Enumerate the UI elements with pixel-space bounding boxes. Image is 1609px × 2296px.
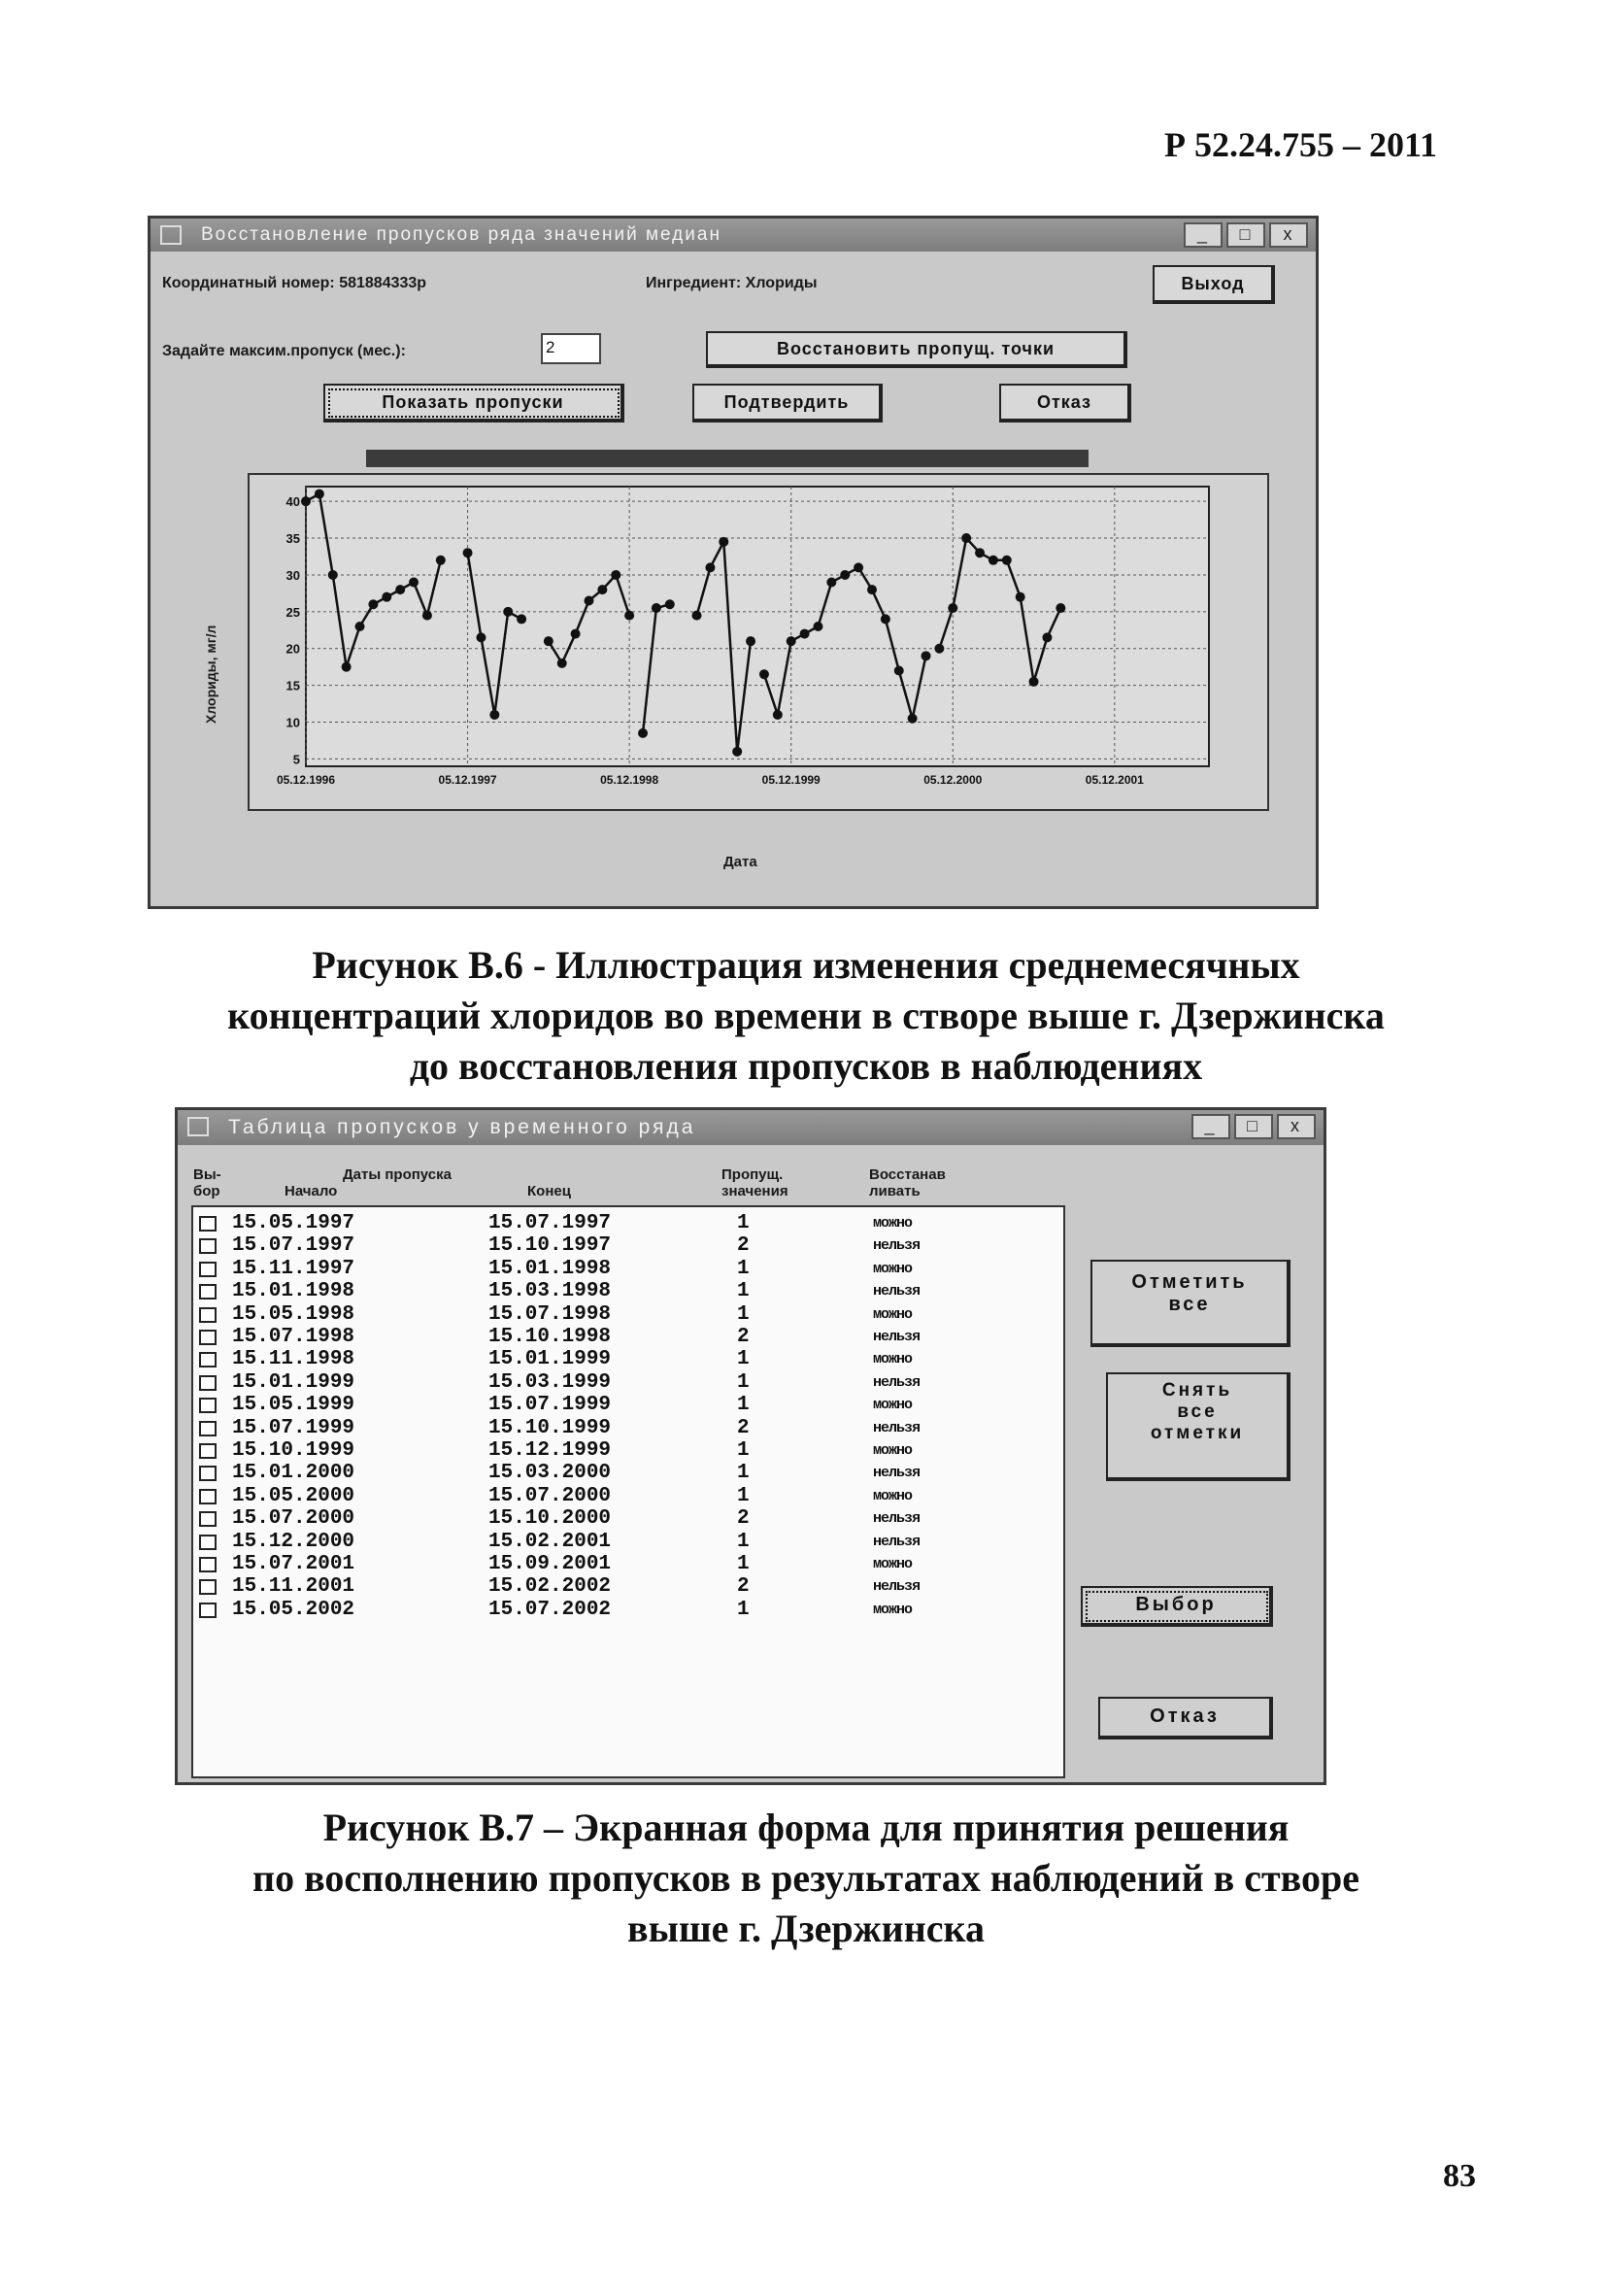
gap-count: 2 xyxy=(737,1575,750,1599)
data-point xyxy=(557,658,567,668)
restore-status: нельзя xyxy=(873,1237,921,1255)
gaps-table-window xyxy=(175,1107,1326,1785)
restore-status: можно xyxy=(873,1305,913,1323)
header-line: Вы- xyxy=(193,1166,221,1183)
data-point xyxy=(624,611,634,621)
cancel-button[interactable]: Отказ xyxy=(1098,1697,1273,1739)
caption-line: Рисунок В.7 – Экранная форма для принятия решения xyxy=(322,1806,1290,1849)
gap-count: 1 xyxy=(737,1280,750,1303)
gap-end-date: 15.12.1999 xyxy=(488,1439,612,1462)
y-tick-label: 40 xyxy=(285,494,300,510)
table-row[interactable] xyxy=(193,1486,1048,1507)
app-icon xyxy=(187,1117,209,1136)
data-point xyxy=(652,603,661,613)
data-point xyxy=(571,629,581,639)
gap-count: 2 xyxy=(737,1234,750,1258)
gap-start-date: 15.07.2001 xyxy=(232,1553,355,1575)
table-row[interactable] xyxy=(193,1532,1048,1553)
plot-area xyxy=(306,487,1209,766)
mark-all-button[interactable] xyxy=(1090,1260,1291,1347)
table-row[interactable] xyxy=(193,1463,1048,1484)
data-point xyxy=(961,533,971,543)
unmark-all-button[interactable] xyxy=(1106,1372,1291,1481)
data-point xyxy=(489,710,499,720)
gap-start-date: 15.05.1998 xyxy=(232,1302,355,1326)
restore-status: нельзя xyxy=(873,1533,921,1550)
x-tick-label: 05.12.1997 xyxy=(438,773,497,787)
document-code: Р 52.24.755 – 2011 xyxy=(1163,125,1437,164)
data-point xyxy=(934,644,944,654)
button-line: отметки xyxy=(1150,1423,1245,1443)
restore-status: можно xyxy=(873,1556,913,1572)
gap-end-date: 15.07.2002 xyxy=(488,1598,612,1621)
data-point xyxy=(732,747,742,757)
y-tick-label: 25 xyxy=(285,604,300,620)
gap-end-date: 15.10.1998 xyxy=(488,1326,612,1348)
data-point xyxy=(1029,677,1039,687)
row-checkbox[interactable] xyxy=(199,1466,217,1481)
data-point xyxy=(787,636,796,646)
gap-start-date: 15.01.1998 xyxy=(232,1280,355,1303)
window-title: Таблица пропусков у временного ряда xyxy=(228,1116,696,1138)
x-tick-label: 05.12.2001 xyxy=(1085,773,1144,787)
row-checkbox[interactable] xyxy=(199,1307,217,1323)
row-checkbox[interactable] xyxy=(199,1352,217,1367)
table-row[interactable] xyxy=(193,1554,1048,1575)
table-row[interactable] xyxy=(193,1600,1048,1621)
data-point xyxy=(746,636,755,646)
window-title: Восстановление пропусков ряда значений медиан xyxy=(201,224,721,245)
data-point xyxy=(436,556,446,565)
caption-line: концентраций хлоридов во времени в створе выше г. Дзержинска xyxy=(227,994,1385,1037)
gap-count: 1 xyxy=(737,1212,750,1234)
data-point xyxy=(826,578,836,588)
show-gaps-button[interactable]: Показать пропуски xyxy=(323,384,624,422)
gaps-list[interactable] xyxy=(191,1205,1065,1778)
row-checkbox[interactable] xyxy=(199,1284,217,1300)
gap-count: 1 xyxy=(737,1348,750,1371)
gap-count: 1 xyxy=(737,1484,750,1507)
restore-status: нельзя xyxy=(873,1419,921,1436)
data-point xyxy=(611,570,620,580)
x-tick-label: 05.12.1999 xyxy=(761,773,821,787)
button-line: все xyxy=(1168,1294,1211,1315)
data-point xyxy=(881,614,890,624)
table-row[interactable] xyxy=(193,1281,1048,1302)
data-point xyxy=(422,611,432,621)
data-point xyxy=(705,562,715,572)
gap-count: 1 xyxy=(737,1530,750,1553)
restore-points-button[interactable]: Восстановить пропущ. точки xyxy=(706,331,1127,368)
restore-status: нельзя xyxy=(873,1373,921,1391)
col-dates-header: Даты пропуска xyxy=(343,1166,452,1183)
y-tick-label: 20 xyxy=(285,641,300,657)
restore-status: нельзя xyxy=(873,1283,921,1300)
gap-start-date: 15.05.1997 xyxy=(232,1212,355,1234)
gap-end-date: 15.09.2001 xyxy=(488,1553,612,1575)
table-row[interactable] xyxy=(193,1259,1048,1280)
gap-count: 1 xyxy=(737,1394,750,1417)
restore-status: нельзя xyxy=(873,1329,921,1345)
coord-number-label: Координатный номер: 581884333р xyxy=(162,275,427,291)
gap-start-date: 15.05.2002 xyxy=(232,1598,355,1621)
y-tick-label: 10 xyxy=(285,715,300,730)
header-line: бор xyxy=(193,1183,220,1199)
window-title-bar[interactable] xyxy=(151,219,1316,252)
gap-end-date: 15.07.1998 xyxy=(488,1302,612,1326)
figure-b7-caption xyxy=(117,1803,1495,1954)
header-line: ливать xyxy=(869,1183,921,1199)
col-count-header xyxy=(721,1166,788,1199)
table-row[interactable] xyxy=(193,1418,1048,1439)
gap-count: 2 xyxy=(737,1507,750,1531)
x-tick-label: 05.12.1996 xyxy=(276,773,336,787)
data-point xyxy=(517,614,526,624)
row-checkbox[interactable] xyxy=(199,1262,217,1277)
maximize-button[interactable]: □ xyxy=(1234,1114,1273,1139)
select-button[interactable]: Выбор xyxy=(1081,1586,1273,1627)
restore-status: можно xyxy=(873,1351,913,1368)
close-button[interactable]: x xyxy=(1277,1114,1316,1139)
data-point xyxy=(975,548,985,557)
data-point xyxy=(301,496,311,506)
data-point xyxy=(800,629,810,639)
y-tick-label: 5 xyxy=(292,752,300,767)
gap-end-date: 15.10.2000 xyxy=(488,1507,612,1531)
table-row[interactable] xyxy=(193,1440,1048,1462)
data-point xyxy=(355,622,365,631)
gap-count: 2 xyxy=(737,1326,750,1348)
table-row[interactable] xyxy=(193,1508,1048,1530)
gap-end-date: 15.01.1998 xyxy=(488,1257,612,1280)
gap-count: 1 xyxy=(737,1370,750,1394)
ingredient-label: Ингредиент: Хлориды xyxy=(646,275,818,291)
app-icon xyxy=(160,225,182,245)
data-point xyxy=(584,595,593,605)
cancel-button[interactable]: Отказ xyxy=(999,384,1131,422)
row-checkbox[interactable] xyxy=(199,1398,217,1413)
data-point xyxy=(692,611,702,621)
table-row[interactable] xyxy=(193,1372,1048,1394)
gap-count: 1 xyxy=(737,1553,750,1575)
row-checkbox[interactable] xyxy=(199,1535,217,1550)
y-tick-label: 15 xyxy=(285,678,300,693)
data-point xyxy=(368,599,378,609)
close-button[interactable]: x xyxy=(1269,222,1308,248)
button-line: Отметить xyxy=(1131,1271,1248,1293)
table-row[interactable] xyxy=(193,1304,1048,1326)
data-point xyxy=(922,651,931,660)
x-tick-label: 05.12.1998 xyxy=(600,773,659,787)
data-point xyxy=(773,710,783,720)
chloride-chart xyxy=(250,475,1267,809)
data-point xyxy=(638,728,648,738)
data-point xyxy=(1056,603,1065,613)
data-point xyxy=(503,607,513,617)
row-checkbox[interactable] xyxy=(199,1375,217,1391)
col-restore-header xyxy=(869,1166,946,1199)
data-point xyxy=(597,585,607,594)
gap-start-date: 15.05.1999 xyxy=(232,1394,355,1417)
col-end-header: Конец xyxy=(527,1183,571,1199)
data-point xyxy=(328,570,338,580)
gap-end-date: 15.03.1999 xyxy=(488,1370,612,1394)
row-checkbox[interactable] xyxy=(199,1238,217,1254)
gap-end-date: 15.07.1999 xyxy=(488,1394,612,1417)
header-line: значения xyxy=(721,1183,788,1199)
row-checkbox[interactable] xyxy=(199,1557,217,1572)
gap-count: 1 xyxy=(737,1598,750,1621)
data-point xyxy=(409,578,419,588)
data-point xyxy=(382,592,391,602)
row-checkbox[interactable] xyxy=(199,1579,217,1595)
restore-status: можно xyxy=(873,1487,913,1504)
row-checkbox[interactable] xyxy=(199,1421,217,1436)
data-point xyxy=(342,662,352,672)
data-point xyxy=(948,603,957,613)
restore-status: можно xyxy=(873,1442,913,1459)
data-point xyxy=(867,585,877,594)
chart-panel xyxy=(248,473,1269,811)
gap-start-date: 15.11.2001 xyxy=(232,1575,355,1599)
table-row[interactable] xyxy=(193,1327,1048,1348)
gap-end-date: 15.07.1997 xyxy=(488,1212,612,1234)
data-point xyxy=(840,570,850,580)
max-gap-input[interactable]: 2 xyxy=(541,333,601,364)
col-select-header xyxy=(193,1166,221,1199)
x-axis-label: Дата xyxy=(723,854,757,870)
caption-line: по восполнению пропусков в результатах наблюдений в створе xyxy=(252,1856,1359,1900)
row-checkbox[interactable] xyxy=(199,1443,217,1459)
data-point xyxy=(544,636,553,646)
restore-status: нельзя xyxy=(873,1510,921,1528)
gap-end-date: 15.02.2002 xyxy=(488,1575,612,1599)
data-point xyxy=(1002,556,1012,565)
gap-start-date: 15.07.2000 xyxy=(232,1507,355,1531)
gap-count: 1 xyxy=(737,1462,750,1485)
progress-bar xyxy=(366,450,1089,467)
gap-start-date: 15.01.2000 xyxy=(232,1462,355,1485)
confirm-button[interactable]: Подтвердить xyxy=(692,384,883,422)
gap-start-date: 15.07.1999 xyxy=(232,1416,355,1439)
gap-end-date: 15.03.2000 xyxy=(488,1462,612,1485)
maximize-button[interactable]: □ xyxy=(1226,222,1265,248)
table-row[interactable] xyxy=(193,1235,1048,1257)
col-start-header: Начало xyxy=(285,1183,338,1199)
row-checkbox[interactable] xyxy=(199,1603,217,1618)
gap-count: 2 xyxy=(737,1416,750,1439)
y-tick-label: 30 xyxy=(285,567,300,583)
gap-start-date: 15.07.1997 xyxy=(232,1234,355,1258)
gap-end-date: 15.10.1999 xyxy=(488,1416,612,1439)
gap-count: 1 xyxy=(737,1302,750,1326)
restore-status: можно xyxy=(873,1215,913,1232)
gap-start-date: 15.07.1998 xyxy=(232,1326,355,1348)
minimize-button[interactable]: _ xyxy=(1184,222,1223,248)
gap-start-date: 15.01.1999 xyxy=(232,1370,355,1394)
restore-status: можно xyxy=(873,1601,913,1618)
header-line: Восстанав xyxy=(869,1166,946,1183)
gap-end-date: 15.03.1998 xyxy=(488,1280,612,1303)
data-point xyxy=(395,585,405,594)
y-axis-label: Хлориды, мг/л xyxy=(203,625,218,724)
data-point xyxy=(315,490,324,499)
gap-end-date: 15.07.2000 xyxy=(488,1484,612,1507)
gap-start-date: 15.11.1997 xyxy=(232,1257,355,1280)
gap-end-date: 15.02.2001 xyxy=(488,1530,612,1553)
header-line: Пропущ. xyxy=(721,1166,784,1183)
data-point xyxy=(989,556,998,565)
restore-gaps-window xyxy=(148,216,1319,909)
restore-status: нельзя xyxy=(873,1578,921,1596)
gap-start-date: 15.11.1998 xyxy=(232,1348,355,1371)
restore-status: можно xyxy=(873,1397,913,1414)
data-point xyxy=(1016,592,1025,602)
table-row[interactable] xyxy=(193,1349,1048,1370)
figure-b6-caption xyxy=(117,940,1495,1092)
gap-count: 1 xyxy=(737,1439,750,1462)
gap-start-date: 15.10.1999 xyxy=(232,1439,355,1462)
caption-line: Рисунок В.6 - Иллюстрация изменения среднемесячных xyxy=(312,943,1300,987)
data-point xyxy=(665,599,675,609)
button-line: все xyxy=(1177,1401,1218,1422)
caption-line: выше г. Дзержинска xyxy=(627,1907,985,1950)
table-row[interactable] xyxy=(193,1395,1048,1416)
data-point xyxy=(894,665,904,675)
restore-status: нельзя xyxy=(873,1465,921,1482)
row-checkbox[interactable] xyxy=(199,1216,217,1232)
window-title-bar[interactable] xyxy=(178,1110,1324,1145)
minimize-button[interactable]: _ xyxy=(1191,1114,1230,1139)
data-point xyxy=(759,669,769,679)
data-point xyxy=(476,632,486,642)
max-gap-label: Задайте максим.пропуск (мес.): xyxy=(162,343,406,359)
row-checkbox[interactable] xyxy=(199,1489,217,1504)
button-line: Снять xyxy=(1161,1380,1233,1401)
restore-status: можно xyxy=(873,1260,913,1277)
exit-button[interactable]: Выход xyxy=(1153,265,1275,304)
gap-end-date: 15.10.1997 xyxy=(488,1234,612,1258)
data-point xyxy=(813,622,822,631)
table-row[interactable] xyxy=(193,1213,1048,1234)
gap-start-date: 15.12.2000 xyxy=(232,1530,355,1553)
data-point xyxy=(854,562,863,572)
row-checkbox[interactable] xyxy=(199,1330,217,1345)
page-number: 83 xyxy=(1443,2158,1476,2194)
data-point xyxy=(719,537,728,547)
data-point xyxy=(463,548,473,557)
data-point xyxy=(908,714,918,724)
x-tick-label: 05.12.2000 xyxy=(923,773,983,787)
caption-line: до восстановления пропусков в наблюдениях xyxy=(409,1044,1203,1088)
y-tick-label: 35 xyxy=(285,531,300,547)
row-checkbox[interactable] xyxy=(199,1511,217,1527)
table-row[interactable] xyxy=(193,1576,1048,1598)
gap-end-date: 15.01.1999 xyxy=(488,1348,612,1371)
gap-count: 1 xyxy=(737,1257,750,1280)
gap-start-date: 15.05.2000 xyxy=(232,1484,355,1507)
data-point xyxy=(1042,632,1052,642)
